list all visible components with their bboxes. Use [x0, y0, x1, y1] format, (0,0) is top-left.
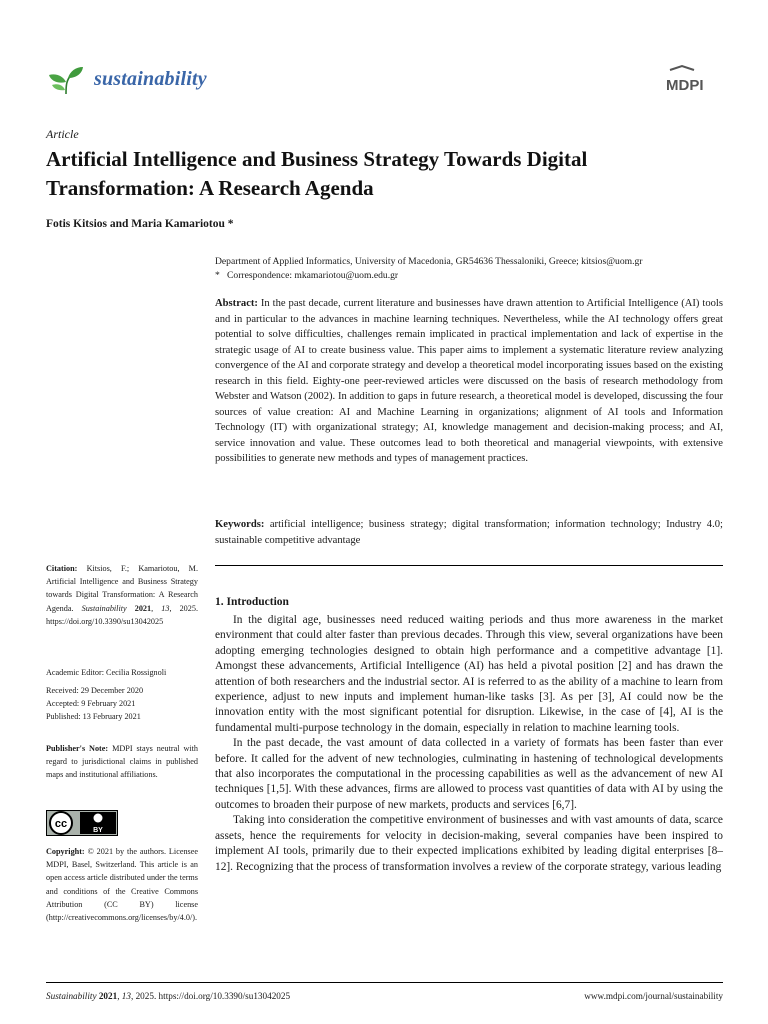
- abstract-label: Abstract:: [215, 298, 258, 309]
- keywords: [215, 517, 723, 548]
- copyright-block: Copyright: © 2021 by the authors. Licensee MDPI, Basel, Switzerland. This article is an open access article distributed under the terms and conditions of the Creative Commons Attribution (CC BY) license (http://creativecommons.org/licenses/by/4.0/).: [46, 847, 199, 923]
- journal-logo-icon: [46, 64, 86, 96]
- academic-editor: Academic Editor: Cecilia Rossignoli: [46, 668, 167, 677]
- article-type: Article: [46, 127, 79, 141]
- journal-name[interactable]: sustainability: [94, 68, 207, 90]
- svg-text:cc: cc: [54, 818, 68, 830]
- abstract: [215, 296, 723, 467]
- mdpi-logo-text: MDPI: [666, 77, 704, 94]
- paper-title: Artificial Intelligence and Business Strategy Towards Digital Transformation: A Research Agenda: [46, 147, 588, 200]
- dates-block: [46, 684, 198, 724]
- keywords-text: artificial intelligence; business strategy; digital transformation; information technology; Industry 4.0; sustainable competitive advantage: [215, 519, 723, 546]
- svg-text:BY: BY: [93, 827, 103, 834]
- footer-journal-url[interactable]: www.mdpi.com/journal/sustainability: [584, 991, 723, 1001]
- citation-doi-link[interactable]: https://doi.org/10.3390/su13042025: [46, 616, 164, 626]
- affiliation-block: [215, 255, 725, 283]
- footer-divider: [46, 982, 723, 983]
- received-date: Received: 29 December 2020: [46, 686, 144, 695]
- section-heading: 1. Introduction: [215, 596, 289, 608]
- section-divider: [215, 565, 723, 566]
- accepted-date: Accepted: 9 February 2021: [46, 699, 136, 709]
- paragraph: Taking into consideration the competitive environment of businesses and with vast amounts of data, scarce assets, hence the requirements for velocity in decision-making, several companies have been inspired to implement AI tools, primarily due to their expected implications exhibited by leading digital enterprises [8–12]. Recognizing that the process of transformation involves a review of the corporate strategy, various leading: [215, 814, 723, 873]
- mdpi-logo-icon[interactable]: [664, 64, 722, 96]
- paragraph: In the past decade, the vast amount of data collected in a variety of formats has been faster than ever before. It called for the advent of new technologies, culminating in hastening of technological developments that also incorporates the computational in the processing capabilities as well as the advancement of new AI techniques [1,5]. With these advances, firms are allowed to process vast quantities of data with AI by using the outcomes to broaden their purpose of new markets, products and services [6,7].: [215, 737, 723, 811]
- footer-citation: Sustainability 2021, 13, 2025. https://doi.org/10.3390/su13042025: [46, 991, 291, 1001]
- affiliation: Department of Applied Informatics, University of Macedonia, GR54636 Thessaloniki, Greece; kitsios@uom.gr: [215, 256, 643, 267]
- introduction-body: [215, 613, 723, 875]
- publisher-note: Publisher's Note: MDPI stays neutral with regard to jurisdictional claims in published maps and institutional affiliations.: [46, 744, 199, 780]
- cc-by-license-icon[interactable]: [46, 810, 118, 836]
- citation-block: Citation: Kitsios, F.; Kamariotou, M. Artificial Intelligence and Business Strategy towards Digital Transformation: A Research Agenda. Sustainability 2021, 13, 2025. https://doi.org/10.3390/su13042025: [46, 564, 199, 626]
- keywords-label: Keywords:: [215, 519, 265, 530]
- correspondence: * Correspondence: mkamariotou@uom.edu.gr: [215, 270, 399, 281]
- published-date: Published: 13 February 2021: [46, 712, 141, 722]
- authors: Fotis Kitsios and Maria Kamariotou *: [46, 218, 234, 230]
- paragraph: In the digital age, businesses need reduced waiting periods and thus more awareness in the market environment that could alter faster than previous decades. Through this view, several organizations have been adopting emerging technologies designed to obtain high performance and a competitive advantage [1]. Amongst these advancements, Artificial Intelligence (AI) has held a pivotal position [2] and has drawn the attention of both researchers and the industrial sector. AI is referred to as the ability of a machine to learn from experience, adjust to new inputs and implement human-like tasks [3]. As per [3], AI could now be the innovation entity with the most significant potential for disruption. Likewise, in the case of [4], AI is the fundamental multi-purpose technology in the domain, especially in relation to machine learning tools.: [215, 614, 723, 734]
- abstract-text: In the past decade, current literature and businesses have drawn attention to Artificial Intelligence (AI) tools and in particular to the advances in machine learning techniques. Nevertheless, while the AI technology offers great potential to solve difficulties, challenges remain implicated in practical implementation and lack of expertise in the strategic usage of AI to create business value. This paper aims to implement a systematic literature review analyzing convergence of the AI and corporate strategy and develop a theoretical model incorporating issues based on the existing research in this field. Eighty-one peer-reviewed articles were discussed on the basis of research methodology from Webster and Watson (2002). In addition to gaps in future research, a theoretical model is developed, discussing the four sources of value creation: AI and Machine Learning in organizations; alignment of AI tools and Information Technology (IT) with organizational strategy; AI, knowledge management and decision-making process; and AI, service innovation and value. These outcomes lead to both theoretical and managerial viewpoints, with extensive possibilities to generate new methods and types of management practices.: [215, 298, 723, 464]
